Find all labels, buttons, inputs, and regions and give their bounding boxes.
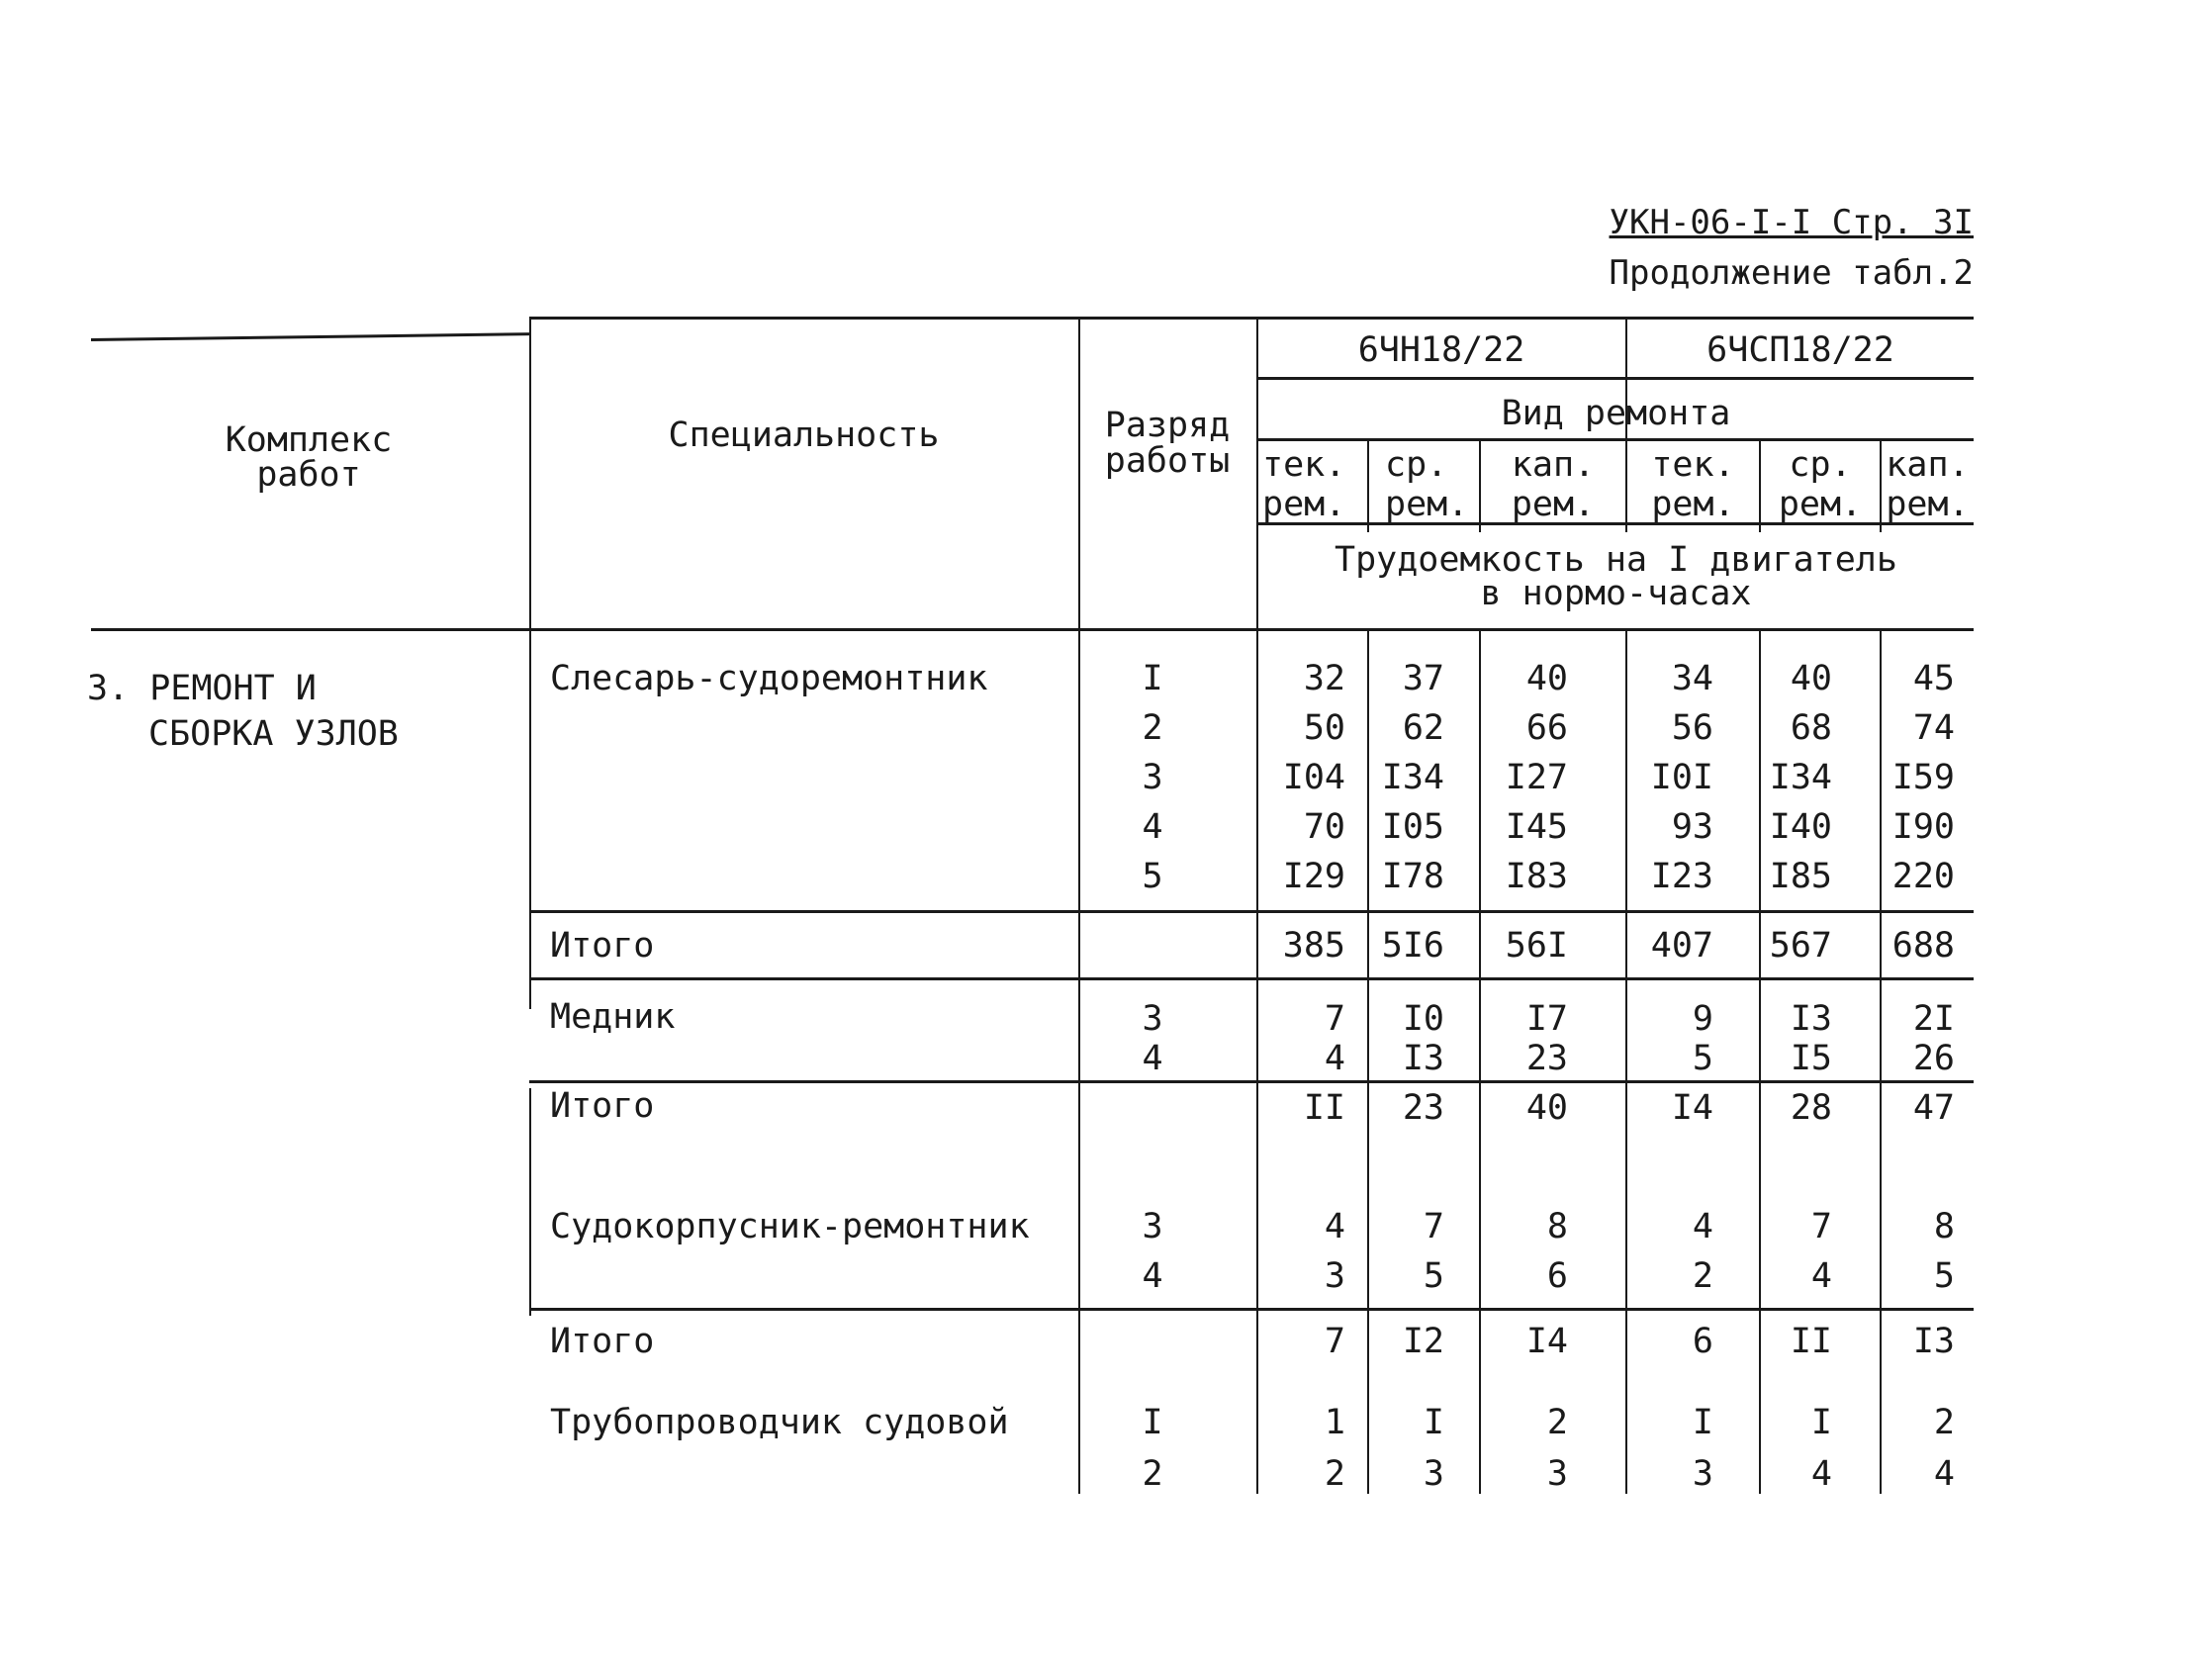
row-value: 93 — [1671, 807, 1713, 847]
row-value: II — [1790, 1322, 1832, 1361]
row-value: 7 — [1810, 1207, 1832, 1246]
section-title-line2: СБОРКА УЗЛОВ — [148, 714, 399, 754]
row-value: I34 — [1381, 758, 1444, 797]
row-value: II — [1303, 1088, 1345, 1128]
row-value: 26 — [1912, 1039, 1955, 1078]
row-value: 567 — [1769, 926, 1832, 966]
row-specialty: Слесарь-судоремонтник — [550, 659, 988, 698]
row-value: 62 — [1402, 708, 1444, 748]
header-complex-line1: Комплекс — [225, 420, 393, 460]
header-col-1: тек. рем. — [1262, 445, 1346, 524]
row-value: 37 — [1402, 659, 1444, 698]
row-value: 5 — [1692, 1039, 1713, 1078]
row-value: 220 — [1891, 857, 1955, 896]
row-value: I83 — [1505, 857, 1568, 896]
row-value: 56 — [1671, 708, 1713, 748]
row-grade: I — [1142, 1403, 1163, 1442]
row-grade: 4 — [1142, 1039, 1163, 1078]
row-grade: I — [1142, 659, 1163, 698]
header-engine-1: 6ЧН18/22 — [1357, 330, 1525, 370]
row-value: I0 — [1402, 999, 1444, 1039]
row-specialty: Судокорпусник-ремонтник — [550, 1207, 1030, 1246]
row-value: I — [1423, 1403, 1444, 1442]
row-value: I0I — [1650, 758, 1713, 797]
row-value: 9 — [1692, 999, 1713, 1039]
row-value: I29 — [1282, 857, 1345, 896]
row-value: 40 — [1790, 659, 1832, 698]
row-grade: 4 — [1142, 1256, 1163, 1296]
header-complex-line2: работ — [256, 455, 361, 495]
row-value: 45 — [1912, 659, 1955, 698]
row-value: I3 — [1912, 1322, 1955, 1361]
row-value: I4 — [1671, 1088, 1713, 1128]
document-code: УКН-06-I-I Стр. 3I — [1609, 203, 1974, 242]
row-value: I78 — [1381, 857, 1444, 896]
row-value: 3 — [1692, 1454, 1713, 1494]
row-value: 385 — [1282, 926, 1345, 966]
row-value: 23 — [1525, 1039, 1568, 1078]
row-value: 3 — [1546, 1454, 1568, 1494]
row-value: 4 — [1810, 1454, 1832, 1494]
row-value: 8 — [1933, 1207, 1955, 1246]
row-value: I5 — [1790, 1039, 1832, 1078]
header-engine-2: 6ЧСП18/22 — [1706, 330, 1894, 370]
row-value: 23 — [1402, 1088, 1444, 1128]
row-value: 4 — [1933, 1454, 1955, 1494]
header-col-2: ср. рем. — [1385, 445, 1469, 524]
row-value: 7 — [1423, 1207, 1444, 1246]
row-value: 66 — [1525, 708, 1568, 748]
row-value: 74 — [1912, 708, 1955, 748]
row-specialty: Трубопроводчик судовой — [550, 1403, 1009, 1442]
row-value: 1 — [1324, 1403, 1345, 1442]
row-value: I85 — [1769, 857, 1832, 896]
row-value: 4 — [1324, 1207, 1345, 1246]
row-value: 28 — [1790, 1088, 1832, 1128]
row-grade: 2 — [1142, 1454, 1163, 1494]
row-grade: 3 — [1142, 1207, 1163, 1246]
row-value: 5I6 — [1381, 926, 1444, 966]
row-specialty: Медник — [550, 997, 676, 1037]
row-value: I — [1810, 1403, 1832, 1442]
row-value: 3 — [1423, 1454, 1444, 1494]
row-value: I4 — [1525, 1322, 1568, 1361]
row-value: 2 — [1546, 1403, 1568, 1442]
row-value: I7 — [1525, 999, 1568, 1039]
row-specialty: Итого — [550, 1086, 655, 1126]
row-value: I90 — [1891, 807, 1955, 847]
row-value: 2 — [1324, 1454, 1345, 1494]
row-value: 7 — [1324, 999, 1345, 1039]
row-value: 56I — [1505, 926, 1568, 966]
row-grade: 3 — [1142, 999, 1163, 1039]
row-value: I04 — [1282, 758, 1345, 797]
row-value: I27 — [1505, 758, 1568, 797]
section-title-line1: 3. РЕМОНТ И — [87, 669, 317, 708]
header-grade-line2: работы — [1104, 441, 1231, 481]
table-continuation-label: Продолжение табл.2 — [1609, 253, 1974, 293]
row-value: 6 — [1546, 1256, 1568, 1296]
row-value: 8 — [1546, 1207, 1568, 1246]
row-value: I — [1692, 1403, 1713, 1442]
row-value: 40 — [1525, 659, 1568, 698]
row-grade: 5 — [1142, 857, 1163, 896]
row-value: I2 — [1402, 1322, 1444, 1361]
row-value: 407 — [1650, 926, 1713, 966]
row-value: 7 — [1324, 1322, 1345, 1361]
row-value: 6 — [1692, 1322, 1713, 1361]
row-grade: 2 — [1142, 708, 1163, 748]
header-labor-line2: в нормо-часах — [1480, 574, 1752, 613]
row-value: I59 — [1891, 758, 1955, 797]
row-specialty: Итого — [550, 926, 655, 966]
row-value: 4 — [1692, 1207, 1713, 1246]
row-value: 2 — [1933, 1403, 1955, 1442]
header-col-5: ср. рем. — [1778, 445, 1863, 524]
header-col-4: тек. рем. — [1651, 445, 1735, 524]
row-value: 32 — [1303, 659, 1345, 698]
header-specialty: Специальность — [668, 415, 940, 455]
row-value: I3 — [1790, 999, 1832, 1039]
row-value: I3 — [1402, 1039, 1444, 1078]
row-grade: 3 — [1142, 758, 1163, 797]
row-value: 4 — [1810, 1256, 1832, 1296]
row-value: 68 — [1790, 708, 1832, 748]
row-specialty: Итого — [550, 1322, 655, 1361]
row-value: I23 — [1650, 857, 1713, 896]
row-value: 4 — [1324, 1039, 1345, 1078]
row-value: 688 — [1891, 926, 1955, 966]
row-value: 2 — [1692, 1256, 1713, 1296]
row-value: I05 — [1381, 807, 1444, 847]
header-col-6: кап. рем. — [1886, 445, 1970, 524]
header-col-3: кап. рем. — [1511, 445, 1596, 524]
row-value: 40 — [1525, 1088, 1568, 1128]
row-value: I34 — [1769, 758, 1832, 797]
row-value: 47 — [1912, 1088, 1955, 1128]
header-repair-type: Вид ремонта — [1501, 394, 1731, 433]
row-value: 5 — [1933, 1256, 1955, 1296]
header-labor-line1: Трудоемкость на I двигатель — [1335, 540, 1897, 580]
row-value: I45 — [1505, 807, 1568, 847]
row-value: I40 — [1769, 807, 1832, 847]
row-value: 5 — [1423, 1256, 1444, 1296]
header-grade-line1: Разряд — [1104, 406, 1231, 445]
row-value: 3 — [1324, 1256, 1345, 1296]
row-value: 34 — [1671, 659, 1713, 698]
row-value: 2I — [1912, 999, 1955, 1039]
row-grade: 4 — [1142, 807, 1163, 847]
row-value: 50 — [1303, 708, 1345, 748]
row-value: 70 — [1303, 807, 1345, 847]
